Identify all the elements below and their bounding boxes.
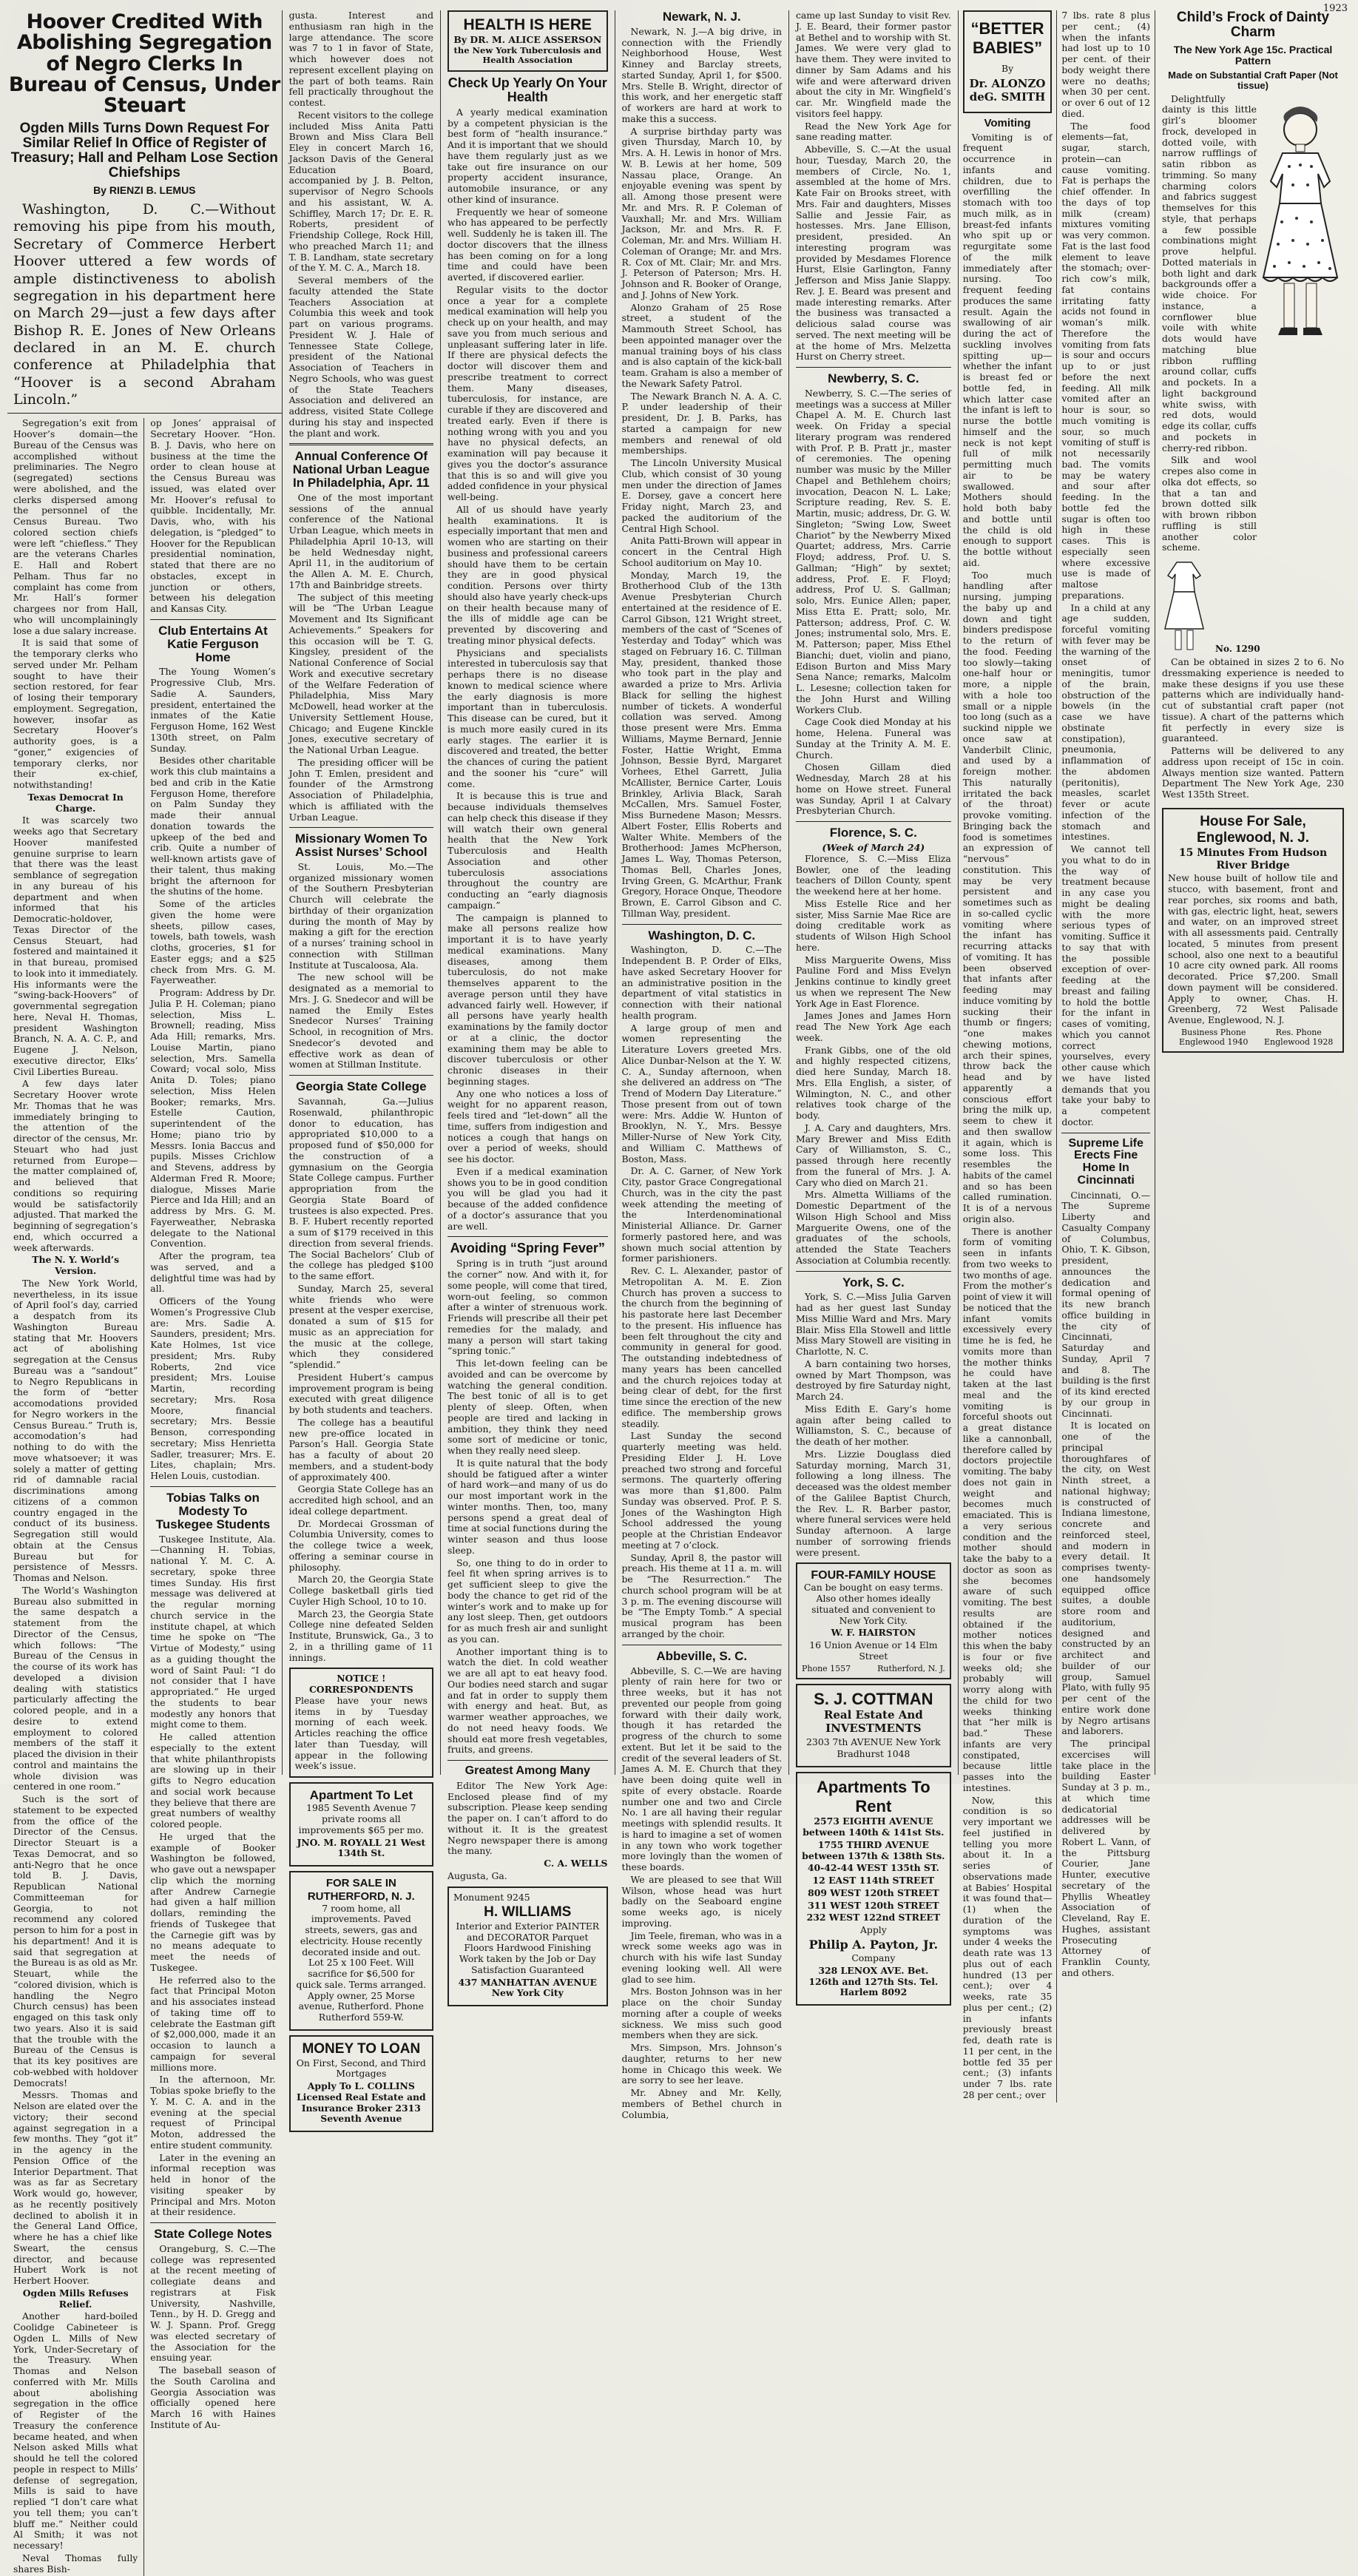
article-paragraph: St. Louis, Mo.—The organized missionary women of the Southern Presbyterian Church will celebrate the birthday of their organization during the month of May by making a gift for the erection of a nurses’ training school in connection with Stillman Institute at Tuscaloosa, Ala. (288, 860, 434, 971)
article-paragraph: Miss Marguerite Owens, Miss Pauline Ford and Miss Evelyn Jenkins continue to kindly greet us when we represent The New York Age in East Florence. (795, 954, 951, 1009)
ad-list-item: 12 EAST 114th STREET (812, 1875, 935, 1887)
article-paragraph: Later in the evening an informal reception was held in honor of the visiting speaker by Principal and Mrs. Moton at their residence. (150, 2151, 276, 2218)
dress-illustration-icon (1249, 100, 1352, 366)
article-headline: State College Notes (154, 2227, 272, 2241)
article-paragraph: Savannah, Ga.—Julius Rosenwald, philanthropic donor to education, has appropriated $10,000 to a proposed fund of $50,000 for the construction of a gymnasium on the Georgia State College campus. Further appropriation from the Georgia State Board of trustees is also expected. Pres. B. F. Hubert recently reported a sum of $179 received in this direction from several friends. The Social Bachelors’ Club of the college has pledged $100 to the same effort. (288, 1096, 434, 1282)
article-headline: Avoiding “Spring Fever” (450, 1241, 605, 1256)
article-paragraph: Officers of the Young Women’s Progressive Club are: Mrs. Sadie A. Saunders, president; Mrs. Kate Holmes, 1st vice president; Mrs. Ruby Roberts, 2nd vice president; Mrs. Louise Martin, recording secretary; Mrs. Rosa Moore, financial secretary; Mrs. Bessie Benson, corresponding secretary; Miss Henrietta Sadler, treasurer; Mrs. E. Lites, chaplain; Mrs. Helen Louis, custodian. (150, 1295, 276, 1482)
article-paragraph: The college has a beautiful new pre-office located in Parson’s Hall. Georgia State has a faculty of about 20 members, and a student-body of approximately 400. (288, 1416, 434, 1483)
article-paragraph: In a child at any age sudden, forceful vomiting with fever may be the warning of the onset of meningitis, tumor of the brain, obstruction of the bowels (in the case we have obstinate constipation), pneumonia, inflammation of the abdomen (peritonitis), measles, scarlet fever or acute infection of the stomach and intestines. (1061, 601, 1151, 843)
letter-signature: C. A. WELLS (544, 1858, 608, 1869)
ad-address: 2303 7th AVENUE New York (806, 1736, 941, 1747)
pattern-subhead: The New York Age 15c. Practical Pattern (1173, 43, 1333, 67)
article-paragraph: gusta. Interest and enthusiasm ran high in the large attendance. The score was 7 to 1 in favor of State, which however does not represent excellent playing on the part of both teams. Rain fell practically throughout the contest. (288, 10, 434, 108)
article-paragraph: A barn containing two horses, owned by Mart Thompson, was destroyed by fire Saturday night, March 24. (795, 1358, 951, 1403)
column-6-better-babies (959, 10, 1155, 2100)
correspondents-notice (289, 1668, 433, 1778)
article-paragraph: After the program, tea was served, and a delightful time was had by all. (150, 1250, 276, 1295)
ad-apply: Apply (859, 1924, 887, 1936)
article-paragraph: Another hard-boiled Coolidge Cabineteer is Ogden L. Mills of New York, Under-Secretary of the Treasury. When Thomas and Nelson conferred with Mr. Mills about abolishing segregation in the office of Register of the Treasury the conference became heated, and when Nelson asked Mills what should he tell the colored people in respect to Mills’ defense of segregation, Mills is said to have replied “I don’t care what you tell them; you can’t bluff me.” Neither could Al Smith; it was not necessary! (13, 2310, 138, 2552)
article-paragraph: came up last Sunday to visit Rev. J. E. Beard, their former pastor at Bethel and to worship with St. James. We were very glad to have them. They were invited to dinner by Sam Adams and his wife and were afterward driven about the city in Mr. Wingfield’s car. Mr. Wingfield made the visitors feel happy. (795, 10, 951, 119)
ad-address: 16 Union Avenue or 14 Elm Street (809, 1639, 938, 1662)
ad-list-item: 1755 THIRD AVENUE between 137th & 138th Sts. (802, 1838, 945, 1861)
article-paragraph: The new school will be designated as a memorial to Mrs. J. G. Snedecor and will be named the Emily Estes Snedecor Nurses’ Training School, in recognition of Mrs. Snedecor’s devoted and effective work as dean of women at Stillman Institute. (288, 971, 434, 1070)
health-feature-box (447, 10, 607, 72)
article-paragraph: Abbeville, S. C.—We are having plenty of rain here for two or three weeks, but it has not prevented our people from going forward with their daily work, though it has retarded the progress of the church to some extent. But let it be said to the credit of the several leaders of St. James A. M. E. Church that they have been doing quite well in spite of every obstacle. Roarde number one and two and Circle No. 1 are all having their regular meetings with splendid results. It is hard to imagine a set of women in any town who work together more lovingly than the women of these boards. (621, 1665, 782, 1873)
article-paragraph: This let-down feeling can be avoided and can be overcome by watching the general condition. The best tonic of all is to get plenty of sleep. Often, when people are tired and lacking in ambition, they think they need some sort of medicine or tonic, when they really need sleep. (447, 1358, 608, 1456)
article-paragraph: Physicians and specialists interested in tuberculosis say that perhaps there is no disease known to medical science where the early diagnosis is more important than in tuberculosis. This disease can be cured, but it is much more easily cured in its early stages. The earlier it is discovered and treated, the better the chances of curing the patient and the sooner his “cure” will come. (447, 647, 608, 789)
article-paragraph: The subject of this meeting will be “The Urban League Movement and Its Significant Achievements.” Speakers for this occasion will be T. G. Kingsley, president of the National Conference of Social Work and executive secretary of the Welfare Federation of Philadelphia, Miss Mary McDowell, head worker at the University Settlement House, Chicago; and Eugene Kinckle Jones, executive secretary of the National Urban League. (288, 591, 434, 756)
article-paragraph: The campaign is planned to make all persons realize how important it is to have yearly medical examinations. Many diseases, among them tuberculosis, do not make themselves apparent to the average person until they have advanced fairly well. However, if all persons have yearly health examinations by the family doctor or at a clinic, the doctor examining them may be able to discover tuberculosis or other chronic diseases in their beginning stages. (447, 911, 608, 1087)
ad-phone: Res. Phone Englewood 1928 (1264, 1027, 1334, 1047)
ad-money-to-loan (289, 2035, 433, 2132)
article-headline: Missionary Women To Assist Nurses’ School (294, 832, 428, 860)
article-paragraph: Frequently we hear of someone who has appeared to be perfectly well. Suddenly he is taken ill. The doctor discovers that the illness has been coming on for a long time and could have been averted, if discovered earlier. (447, 206, 608, 283)
article-paragraph: James Jones and James Horn read The New York Age each week. (795, 1010, 951, 1043)
ad-address: 328 LENOX AVE. Bet. 126th and 127th Sts. Tel. Harlem 8092 (808, 1964, 939, 1998)
ad-name: Philip A. Payton, Jr. (808, 1937, 939, 1952)
column-5-local-news (789, 10, 959, 1998)
article-paragraph: All of us should have yearly health examinations. It is especially important that men and women who are starting on their business and professional careers should have them to be certain they are in good physical condition. Persons over thirty should also have yearly check-ups on their health because many of the ills of middle age can be prevented by discovering and treating minor physical defects. (447, 503, 608, 646)
article-headline: Tobias Talks on Modesty To Tuskegee Students (155, 1490, 271, 1531)
health-feature-org: the New York Tuberculosis and Health Association (453, 44, 602, 66)
article-paragraph: Georgia State College has an accredited high school, and an ideal college department. (288, 1483, 434, 1517)
column-3-health (441, 10, 615, 1999)
article-paragraph: So, one thing to do in order to feel fit when spring arrives is to get sufficient sleep to give the body the chance to get rid of the winter’s work and to make up for any lost sleep. Then, get outdoors for as much fresh air and sunlight as you can. (447, 1557, 608, 1645)
article-paragraph: York, S. C.—Miss Julia Garven had as her guest last Sunday Miss Millie Ward and Mrs. Mary Blair. Miss Ella Stowell and little Miss Mary Stowell are visiting in Charlotte, N. C. (795, 1291, 951, 1358)
article-paragraph: Chosen Gillam died Wednesday, March 28 at his home on Howe street. Funeral was Sunday, April 1 at Calvary Presbyterian Church. (795, 761, 951, 817)
article-paragraph: A yearly medical examination by a competent physician is the best form of “health insurance.” And it is important that we should have them regularly just as we take out fire insurance on our property accident insurance, automobile insurance, or any other kind of insurance. (447, 106, 608, 205)
article-paragraph: Read the New York Age for sane reading matter. (795, 120, 951, 143)
article-paragraph: The World’s Washington Bureau also submitted in the same despatch a statement from the Director of the Census, which follows: “The Bureau of the Census in the course of its work has developed a division dealing with statistics particularly affecting the colored people, and in a desire to extend employment to colored members of the staff it placed the division in their control and maintains the whole division was centered in one room.” (13, 1584, 138, 1793)
article-paragraph: Besides other charitable work this club maintains a bed and crib in the Katie Ferguson Home, therefore on Palm Sunday they made their annual donation towards the upkeep of the bed and crib. Quite a number of well-known artists gave of their talent, thus making bright the afternoon for the shutins of the home. (150, 755, 276, 897)
dateline-head: Florence, S. C. (829, 826, 917, 840)
article-headline: Club Entertains At Katie Ferguson Home (158, 623, 268, 664)
article-headline: Check Up Yearly On Your Health (447, 75, 607, 104)
article-paragraph: op Jones’ appraisal of Secretary Hoover. “Hon. B. J. Davis, who here on business at the time the order to clean house at the Census Bureau was issued, was elated over Mr. Hoover’s refusal to quibble. Incidentally, Mr. Davis, who, with his delegation, is “pledged” to Hoover for the Republican presidential nomination, stated that there are no obstacles, except in junction or others, between his delegation and Kansas City. (150, 417, 276, 615)
article-paragraph: Florence, S. C.—Miss Eliza Bowler, one of the leading teachers of Dillon County, spent the weekend here at her home. (795, 852, 951, 897)
article-paragraph: Sunday, April 8, the pastor will preach. His theme at 11 a. m. will be “The Resurrection.” The church school program will be at 3 p. m. The evening discourse will be “The Empty Tomb.” A special musical program has been arranged by the choir. (621, 1551, 782, 1639)
article-paragraph: Delightfully dainty is this little girl’s bloomer frock, developed in dotted voile, with narrow rufflings of satin ribbon as trimming. So many charming colors and fabrics suggest themselves for this style, that perhaps a few possible combinations might prove helpful. Dotted materials in both light and dark backgrounds offer a wide choice. For instance, a cornflower blue voile with white dots would have matching blue ribbon ruffling around collar, cuffs and pockets. In a light background white swiss, with red dots, would edge its collar, cuffs and pockets in cherry-red ribbon. (1162, 92, 1257, 454)
ad-apartments-to-rent (796, 1772, 951, 2006)
article-paragraph: Another important thing is to watch the diet. In cold weather we are all apt to eat heavy food. Our bodies need starch and sugar and fat in order to supply them with energy and heat. But, as warmer weather approaches, we do not need heavy foods. We should eat more fresh vegetables, fruits, and greens. (447, 1645, 608, 1756)
ad-body: Interior and Exterior PAINTER and DECORATOR Parquet Floors Hardwood Finishing Work taken by the Job or Day Satisfaction Guaranteed (456, 1920, 600, 1975)
article-paragraph: Vomiting is of frequent occurrence in infants and children, due to overfilling the stomach with too much milk, as in breast-fed infants who spit up or regurgitate some of the milk immediately after nursing. Too frequent feeding produces the same result. Again the swallowing of air during the act of suckling involves spitting up—whether the infant is breast fed or bottle fed, in which latter case the infant is left to nurse the bottle himself and the neck is not kept full of milk permitting much air to be swallowed. Mothers should hold both baby and bottle until the child is old enough to support the bottle without aid. (962, 131, 1053, 568)
ad-phone: Bradhurst 1048 (837, 1748, 911, 1760)
article-paragraph: Mrs. Boston Johnson was in her place on the choir Sunday morning after a couple of weeks sickness. We miss such good members when they are sick. (621, 1986, 782, 2041)
article-paragraph: A few days later Secretary Hoover wrote Mr. Thomas that he was immediately bringing to the attention of the director of the census, Mr. Steuart who had just returned from Europe—the matter complained of, and believed that conditions so requiring would be satisfactorily adjusted. That marked the beginning of segregation’s end, which occurred a week afterwards. (13, 1078, 138, 1253)
article-paragraph: Spring is in truth “just around the corner” now. And with it, for some people, will come that tired, worn-out feeling, so common after a winter of strenuous work. Friends will prescribe all their pet remedies for the malady, and many a person will start taking “spring tonic.” (447, 1258, 608, 1357)
ad-name: W. F. HAIRSTON (831, 1627, 916, 1639)
article-paragraph: The Lincoln University Musical Club, which consist of 30 young men under the direction of James E. Dorsey, gave a concert here Friday night, March 23, and packed the auditorium of the Central High School. (621, 457, 782, 534)
ad-painter-decorator (447, 1887, 607, 2007)
lead-subhead: Ogden Mills Turns Down Request For Similar Relief In Office of Register of Treasury; Hall and Pelham Lose Section Chiefships (10, 120, 278, 181)
article-paragraph: Too much handling after nursing, jumping the baby up and down and tight binders predispose to the return of the food. Feeding too slowly—taking one-half hour or more, a nipple with a hole too small or a nipple too long (such as a suckind nipple we once saw at Vanderbilt Clinic, and used by a foreign mother. This naturally irritated the back of the throat) provoke vomiting. Bringing back the food is sometimes an expression of “nervous” constitution. This may be very persistent and sometimes such as in so-called cyclic vomiting where the infant has recurring attacks of vomiting. It has been observed that infants after feeding may induce vomiting by sucking their thumb or fingers; “one makes chewing motions, arch their spines, throw back the head and by apparently a conscious effort bring the milk up, seem to chew it and then swallow it again, which is some loss. This resembles the habits of the camel and so has been called rumination. It is of a nervous origin also. (962, 569, 1053, 1224)
article-paragraph: He urged that the example of Booker Washington be followed, who gave out a newspaper clip which the morning after Andrew Carnegie had given a half million dollars, reminding the friends of Tuskegee that the Carnegie gift was by no means adequate to meet the needs of Tuskegee. (150, 1830, 276, 1973)
notice-heading: NOTICE ! CORRESPONDENTS (308, 1673, 413, 1696)
article-paragraph: Miss Estelle Rice and her sister, Miss Sarnie Mae Rice are doing creditable work as students of Wilson High School here. (795, 897, 951, 953)
article-paragraph: Rev. C. L. Alexander, pastor of Metropolitan A. M. E. Zion Church has proven a success to the church from the beginning of his pastorate here last December to the present. His influence has been felt throughout the city and community in general for good. The outstanding indebtedness of many years has been cancelled and the church rejoices today at being clear of debt, for the first time since the erection of the new edifice. The membership grows steadily. (621, 1265, 782, 1429)
article-paragraph: Orangeburg, S. C.—The college was represented at the recent meeting of collegiate deans and registrars at Fisk University, Nashville, Tenn., by H. D. Gregg and W. J. Spann. Prof. Gregg was elected secretary of the Association for the ensuing year. (150, 2242, 276, 2364)
ad-heading: MONEY TO LOAN (302, 2040, 421, 2057)
pattern-headline: Child’s Frock of Dainty Charm (1176, 10, 1330, 40)
column-7-pattern (1155, 10, 1351, 1775)
pattern-sizes: Can be obtained in sizes 2 to 6. No dressmaking experience is needed to make these designs if you use these patterns which are individually hand-cut of substantial craft paper (not tissue). A chart of the patterns which fit perfectly in every size is guaranteed. (1162, 656, 1344, 744)
article-paragraph: He referred also to the fact that Principal Moton and his associates instead of taking time off to celebrate the Eastman gift of $2,000,000, made it an occasion to launch a campaign for several millions more. (150, 1974, 276, 2073)
article-paragraph: Miss Edith E. Gary’s home again after being called to Williamston, S. C., because of the death of her mother. (795, 1403, 951, 1448)
article-paragraph: It was scarcely two weeks ago that Secretary Hoover manifested genuine surprise to learn that there was the least semblance of segregation in any bureau of his department and when informed that his Democratic-holdover, Texas Director of the Census Steuart, had fostered and maintained it in that bureau, promised to look into it immediately. His informants were the “swing-back-Hoovers” of governmental segregation here, Neval H. Thomas, president Washington Branch, N. A. A. C. P., and Eugene J. Nelson, executive director, Elks’ Civil Liberties Bureau. (13, 815, 138, 1077)
letter-place: Augusta, Ga. (447, 1869, 507, 1881)
ad-list-item: 232 WEST 122nd STREET (806, 1912, 941, 1923)
pattern-number: No. 1290 (1215, 643, 1260, 654)
article-paragraph: 7 lbs. rate 8 plus per cent.; (4) when the infants had lost up to 10 per cent. of their body weight there were no deaths; when 30 per cent. or over 6 out of 12 died. (1061, 10, 1151, 119)
ad-phone: Monument 9245 (453, 1891, 530, 1903)
column-lead-story (7, 10, 282, 2575)
article-paragraph: A large group of men and women representing the Literature Lovers greeted Mrs. Alice Dunbar-Nelson at the Y. W. C. A., Sunday afternoon, when she delivered an address on “The Trend of Modern Day Literature.” Those present from out of town were: Mrs. Addie W. Hunton of Brooklyn, N. Y., Mrs. Bessye Miller-Nurse of New York City, and William C. Matthews of Boston, Mass. (621, 1022, 782, 1164)
ad-contact: JNO. M. ROYALL 21 West 134th St. (297, 1836, 426, 1859)
article-headline: Annual Conference Of National Urban League In Philadelphia, Apr. 11 (292, 449, 430, 490)
article-headline: Georgia State College (295, 1079, 427, 1094)
ad-list-item: 809 WEST 120th STREET (808, 1887, 939, 1898)
ad-contact: Apply To L. COLLINS Licensed Real Estate and Insurance Broker 2313 Seventh Avenue (296, 2080, 426, 2125)
article-paragraph: The Young Women’s Progressive Club, Mrs. Sadie A. Saunders, president, entertained the inmates of the Katie Ferguson Home, 162 West 130th street, on Palm Sunday. (150, 666, 276, 754)
section-subhead: The N. Y. World’s Version. (32, 1254, 120, 1277)
article-paragraph: Even if a medical examination shows you to be in good condition you will be glad you had it because of the added confidence of a doctor’s assurance that you are well. (447, 1165, 608, 1232)
pattern-back-view-icon (1162, 558, 1206, 654)
better-babies-header (963, 10, 1053, 113)
article-paragraph: The Newark Branch N. A. A. C. P. under leadership of their president, Dr. J. B. Parks, has started a campaign for new members and renewal of old memberships. (621, 390, 782, 456)
lead-byline: By RIENZI B. LEMUS (93, 184, 196, 197)
ad-list-item: 311 WEST 120th STREET (808, 1899, 939, 1911)
ad-body: 7 room home, all improvements. Paved streets, sewers, gas and electricity. House recently decorated inside and out. Lot 25 x 100 Feet. Will sacrifice for $6,500 for quick sale. Terms arranged. Apply owner, 25 Morse avenue, Rutherford. Phone Rutherford 559-W. (296, 1902, 427, 2023)
pattern-subhead-2: Made on Substantial Craft Paper (Not tissue) (1168, 70, 1338, 91)
section-subhead: Ogden Mills Refuses Relief. (22, 2287, 129, 2310)
article-paragraph: The presiding officer will be John T. Emlen, president and founder of the Armstrong Association of Philadelphia, which is affiliated with the Urban League. (288, 756, 434, 823)
ad-address: 437 MANHATTAN AVENUE New York City (458, 1976, 597, 1999)
pattern-delivery: Patterns will be delivered to any address upon receipt of 15c in coin. Always mention size wanted. Pattern Department The New York Age, 230 West 135th Street. (1162, 745, 1344, 800)
article-paragraph: Neval Thomas fully shares Bish- (13, 2552, 138, 2575)
dateline-head: Newberry, S. C. (828, 371, 919, 385)
feature-author: Dr. ALONZO deG. SMITH (969, 77, 1046, 104)
article-paragraph: Washington, D. C.—The Independent B. P. Order of Elks, have asked Secretary Hoover for an administrative position in the department of vital statistics in connection with their national health program. (621, 944, 782, 1021)
article-paragraph: Program: Address by Dr. Julia P. H. Coleman; piano selection, Miss L. Brownell; reading, Miss Ada Hill; remarks, Mrs. Louise Martin, piano selection, Mrs. Samella Coward; vocal solo, Miss Anita D. Toles; piano selection, Miss Helen Booker; remarks, Mrs. Estelle Caution, superintendent of the Home; piano trio by Messrs. Ionia Baccus and pupils. Misses Crichlow and Stevens, address by Alderman Fred R. Moore; dialogue, Misses Marie Pierce and Ida Hill; and an address by Mrs. G. M. Fayerweather, Nebraska delegate to the National Convention. (150, 987, 276, 1250)
ad-heading: House For Sale, Englewood, N. J. (1197, 813, 1310, 846)
notice-body: Please have your news items in by Tuesday morning of each week. Articles reaching the office later than Tuesday, will appear in the following week’s issue. (294, 1694, 428, 1772)
ad-list-item: 2573 EIGHTH AVENUE between 140th & 141st Sts. (803, 1815, 945, 1838)
article-paragraph: Recent visitors to the college included Miss Anita Patti Brown and Miss Clara Bell Eley in concert March 16, Jackson Davis of the General Education Board, accompanied by J. B. Pelton, supervisor of Negro Schools and his assistant, W. A. Schiffley, March 17; Dr. E. R. Roberts, president of Friendship College, Rock Hill, who preached March 11; and T. B. Landham, state secretary of the Y. M. C. A., March 18. (288, 109, 434, 274)
feature-title: “BETTER BABIES” (970, 19, 1044, 58)
column-4-local-news (615, 10, 789, 2120)
article-paragraph: Sunday, March 25, several white friends who were present at the vesper exercise, donated a sum of $15 for music as an appreciation for the music at the college, which they considered “splendid.” (288, 1282, 434, 1371)
article-paragraph: March 23, the Georgia State College nine defeated Selden Institute, Brunswick, Ga., 3 to 2, in a thrilling game of 11 innings. (288, 1608, 434, 1663)
ad-heading: FOUR-FAMILY HOUSE (811, 1569, 936, 1582)
article-paragraph: Messrs. Thomas and Nelson are elated over the victory; their second against segregation in a few months. They “got it” in the agency in the Pension Office of the Interior Department. That was as far as Secretary Work would go, however, as he recently positively declined to abolish it in the General Land Office, where he has a chief like Sweart, the census director, and because Hubert Work is not Herbert Hoover. (13, 2089, 138, 2287)
article-paragraph: There is another form of vomiting seen in infants from two weeks to two months of age. From the mother’s point of view it will be noticed that the infant vomits excessively every time he is fed, he vomits more than the mother thinks he could have taken at the last meal and the vomiting is forceful shoots out a great distance like a cannonball, therefore called by doctors projectile vomiting. The baby does not gain in weight and becomes much emaciated. This is a very serious condition and the mother should take the baby to a doctor as soon as she becomes aware of such vomiting. The best results are obtained if the mother notices this when the baby is four or five weeks old; she probably will worry along with the child for two weeks thinking that “her milk is bad.” These infants are very constipated, because little passes into the intestines. (962, 1225, 1053, 1793)
article-paragraph: Mrs. Almetta Williams of the Domestic Department of the Wilson High School and Miss Marguerite Owens, one of the graduates of the schools, attended the State Teachers Association at Columbia recently. (795, 1189, 951, 1266)
dateline-kicker: (Week of March 24) (822, 841, 925, 853)
article-paragraph: One of the most important sessions of the annual conference of the National Urban League, which meets in Philadelphia April 10-13, will be held Wednesday night, April 11, in the auditorium of the Allen A. M. E. Church, 17th and Bainbridge streets. (288, 491, 434, 590)
article-paragraph: Cage Cook died Monday at his home, Helena. Funeral was Sunday at the Trinity A. M. E. Church. (795, 716, 951, 761)
health-feature-byline: By DR. M. ALICE ASSERSON (453, 33, 602, 45)
ad-body: Can be bought on easy terms. Also other homes ideally situated and convenient to New York City. (803, 1582, 943, 1626)
ad-cottman-real-estate (796, 1684, 951, 1767)
ad-subheading: 15 Minutes From Hudson River Bridge (1178, 847, 1328, 871)
dateline-head: York, S. C. (842, 1275, 905, 1289)
article-paragraph: President Hubert’s campus improvement program is being executed with great diligence by both students and teachers. (288, 1371, 434, 1416)
lead-headline: Hoover Credited With Abolishing Segregation of Negro Clerks In Bureau of Census, Under Steuart (8, 10, 280, 118)
article-paragraph: Cincinnati, O.—The Supreme Liberty and Casualty Company of Columbus, Ohio, T. K. Gibson, president, announces the dedication and formal opening of its new branch office building in the city of Cincinnati, Saturday and Sunday, April 7 and 8. The building is the first of its kind erected by our group in Cincinnati. (1061, 1189, 1151, 1419)
article-paragraph: Several members of the faculty attended the State Teachers Association at Columbia this week and took part on various programs. President W. J. Hale of Tennessee State College, president of the National Association of Teachers in Negro Schools, who was guest of the State Teachers Association and delivered an address, visited State College during his stay and inspected the plant and work. (288, 274, 434, 439)
article-paragraph: Dr. A. C. Garner, of New York City, pastor Grace Congregational Church, was in the city the past week attending the meeting of the Interdenominational Ministerial Alliance. Dr. Garner formerly pastored here, and was shown much social attention by former parishioners. (621, 1165, 782, 1264)
article-paragraph: It is said that some of the temporary clerks who served under Mr. Pelham sought to have their section restored, for fear of losing their temporary employment. Segregation, however, insofar as Secretary Hoover’s authority goes, is a “goner,” exigencies of temporary clerks, nor their ex-chief, notwithstanding! (13, 637, 138, 791)
ad-list-item: 40-42-44 WEST 135th ST. (807, 1862, 939, 1874)
article-paragraph: J. A. Cary and daughters, Mrs. Mary Brewer and Miss Edith Cary of Williamston, S. C., passed through here recently from the funeral of Mrs. J. A. Cary who died on March 21. (795, 1122, 951, 1188)
article-paragraph: It is because this is true and because individuals themselves can help check this disease if they will watch their own general health that the New York Tuberculosis and Health Association and other tuberculosis associations throughout the country are conducting an “early diagnosis campaign.” (447, 790, 608, 911)
ad-body: New house built of hollow tile and stucco, with basement, front and rear porches, six rooms and bath, with gas, electric light, heat, sewers and water, on an improved street with all assessments paid. Centrally located, 5 minutes from present school, also one next to a beautiful 10 acre city owned park. All rooms decorated. Price $7,200. Small down payment will be considered. Apply to owner, Chas. H. Greenberg, 72 West Palisade Avenue, Englewood, N. J. (1168, 872, 1338, 1026)
article-paragraph: The principal excercises will take place in the building Easter Sunday at 3 p. m., at which time dedicatorial addresses will be delivered by Robert L. Vann, of the Pittsburg Courier, Jane Hunter, executive secretary of the Phyllis Wheatley Association of Cleveland, Ray E. Hughes, assistant Prosecuting Attorney of Franklin County, and others. (1061, 1738, 1151, 1978)
ad-heading: Apartment To Let (309, 1788, 413, 1803)
article-paragraph: Frank Gibbs, one of the old and highly respected citizens, died here Sunday, March 18. Mrs. Ella English, a sister, of Wilmington, N. C., and other relatives took charge of the body. (795, 1044, 951, 1122)
ad-for-sale-rutherford (289, 1871, 433, 2031)
article-paragraph: He called attention especially to the extent that white philanthropists are slowing up in their gifts to Negro education and social work because they believe that there are great numbers of wealthy colored people. (150, 1731, 276, 1830)
article-headline: Supreme Life Erects Fine Home In Cincinnati (1068, 1136, 1144, 1187)
ad-heading: FOR SALE IN RUTHERFORD, N. J. (307, 1877, 415, 1903)
ad-phone: Business Phone Englewood 1940 (1179, 1027, 1249, 1047)
article-paragraph: Mrs. Lizzie Douglass died Saturday morning, March 31, following a long illness. The deceased was the oldest member of the Galilee Baptist Church, the Rev. L. R. Barber pastor, where funeral services were held Sunday afternoon. A large number of sorrowing friends were present. (795, 1448, 951, 1558)
ad-apartment-to-let (289, 1782, 433, 1867)
article-paragraph: Some of the articles given the home were sheets, pillow cases, towels, bath towels, wash cloths, groceries, $1 for Easter eggs; and a $25 check from Mrs. G. M. Fayerweather. (150, 898, 276, 986)
section-subhead: Texas Democrat In Charge. (27, 791, 124, 814)
article-paragraph: Alonzo Graham of 25 Rose street, a student of the Mammouth Street School, has been appointed manager over the manual training boys of his class and is also captain of the kick-ball team. Graham is also a member of the Newark Safety Patrol. (621, 301, 782, 389)
article-paragraph: Regular visits to the doctor once a year for a complete medical examination will help you check up on your health, and may save you from much serious and unpleasant suffering later in life. If there are physical defects the doctor will discover them and prescribe treatment to correct them. Many diseases, tuberculosis, for instance, are curable if they are discovered and treated early. Even if there is nothing wrong with you and you have no physical defects, an examination will pay because it gives you the doctor’s assurance that this is so and will give you added confidence in your physical well-being. (447, 283, 608, 503)
article-paragraph: It is located on one of the principal thoroughfares of the city, on West Ninth street, a national highway; is constructed of Indiana limestone, concrete and reinforced steel, and modern in every detail. It comprises twenty-one handsomely equipped office suites, a double store room and auditorium, designed and constructed by an architect and builder of our group, Samuel Plato, with fully 95 per cent of the entire work done by Negro artisans and laborers. (1061, 1420, 1151, 1737)
article-paragraph: Now, this condition is so very important we feel justified in telling you more about it. In a series of observations made at Babies’ Hospital it was found that—(1) when the duration of the symptoms was under 4 weeks the death rate was 13 plus out of each hundred (13 per cent.); over 4 weeks, rate 35 plus per cent.; (2) in infants previously breast fed, death rate is 11 per cent, in the bottle fed 35 per cent.; (3) infants under 7 lbs. rate 28 per cent.; over (962, 1794, 1053, 2100)
column-2 (282, 10, 441, 2125)
article-paragraph: The New York World, nevertheless, in its issue of April fool’s day, carried a despatch from its Washington Bureau stating that Mr. Hoovers act of abolishing segregation at the Census Bureau was a “sandout” to Negro Republicans in the form of “better accomodations provided for Negro workers in the Census Bureau.” Truth is, accomodation’s had nothing to do with the move whatsoever; it was solely a matter of getting rid of damnable racial discriminations among citizens of a common country engaged in the conduct of its business. Segregation still would obtain at the Census Bureau but for persistence of Messrs. Thomas and Nelson. (13, 1277, 138, 1584)
article-paragraph: Abbeville, S. C.—At the usual hour, Tuesday, March 20, the members of Circle, No. 1, assembled at the home of Mrs. Kate Fair on Brooks street, with Mrs. Fair and daughters, Misses Sallie and Jessie Fair, as hostesses. Mrs. Jane Ellison, president, presided. An interesting program was provided by Mesdames Florence Hurst, Elsie Garlington, Fanny Jefferson and Miss Janie Slappy. Rev. J. E. Beard was present and made interesting remarks. After the business was transacted a delicious salad course was served. The next meeting will be at the home of Mrs. Melzetta Hurst on Cherry street. (795, 144, 951, 363)
article-paragraph: The food elements—fat, sugar, starch, protein—can cause vomiting. Fat is perhaps the chief offender. In the days of top milk (cream) mixtures vomiting was very common. Fat is the last food element to leave the stomach; over-rich cow’s milk, fat contains irritating fatty acids not found in woman’s milk. Therefore the vomiting from fats is sour and occurs up to or just before the next feeding. All milk vomited after an hour is sour, so much vomiting is sour, so much vomiting of stuff is not necessarily bad. The vomits may be watery and sour after feeding. In the bottle fed the sugar is often too high in these cases. This is especially seen where excessive use is made of maltose preparations. (1061, 120, 1151, 601)
article-paragraph: Mrs. Simpson, Mrs. Johnson’s daughter, returns to her new home in Chicago this week. We are sorry to see her leave. (621, 2042, 782, 2086)
article-paragraph: Segregation’s exit from Hoover’s domain—the Bureau of the Census was accomplished without preliminaries. The Negro (segregated) sections were abolished, and the clerks dispersed among the personnel of the Census Bureau. Two colored section chiefs were left “chiefless.” They are the veterans Charles E. Hall and Robert Pelham. Thus far no complaint has come from Mr. Hall’s former chargees nor from Hall, who will uncomplainingly lose a due salary increase. (13, 417, 138, 636)
article-paragraph: In the afternoon, Mr. Tobias spoke briefly to the Y. M. C. A. and in the evening at the special request of Principal Moton, addressed the entire student community. (150, 2074, 276, 2151)
lead-right-subcolumn (144, 418, 281, 2576)
article-paragraph: Silk and wool crepes also come in olka dot effects, so that a tan and brown dotted silk with brown ribbon ruffling is still another color scheme. (1162, 454, 1257, 553)
article-paragraph: Any one who notices a loss of weight for no apparent reason, feels tired and “let-down” all the time, suffers from indigestion and notices a cough that hangs on over a period of weeks, should see his doctor. (447, 1088, 608, 1165)
ad-body: On First, Second, and Third Mortgages (296, 2057, 426, 2080)
article-paragraph: We cannot tell you what to do in the way of treatment because in any case you might be dealing with the more serious types of vomiting. Suffice it to say that with the possible exception of over-feeding at the breast and failing to hold the bottle for the infant in cases of vomiting, which you cannot correct yourselves, every other cause which we have listed demands that you take your baby to a competent doctor. (1061, 843, 1151, 1127)
ad-company: Company (851, 1952, 896, 1963)
article-paragraph: A surprise birthday party was given Thursday, March 10, by Mrs. A. H. Lewis in honor of Mrs. W. B. Lewis at her home, 509 Nassau place, Orange. An enjoyable evening was spent by all. Among those present were Mr. and Mrs. R. P. Coleman of Vauxhall; Mr. and Mrs. William Jackson, Mr. and Mrs. R. F. Coleman, Mr. and Mrs. William H. Coleman of Orange; Mr. and Mrs. R. Cox of Mt. Clair; Mr. and Mrs. J. Peterson of Paterson; Mrs. H. Johnson and R. Booker of Orange, and J. Johns of New York. (621, 125, 782, 300)
article-paragraph: Monday, March 19, the Brotherhood Club of the 13th Avenue Presbyterian Church entertained at the residence of E. Carrol Gibson, 121 Wright street, members of the cast of “Scenes of Yesterday and Today” which was staged on February 16. C. Tillman May, president, thanked those who took part in the play and awarded a prize to Mrs. Arlivia Black for selling the highest number of tickets. A wonderful collation was served. Among those present were Mrs. Emma Williams, Mayme Bernard, Jennie Foster, Hattie Wright, Emma Johnson, Bessie Byrd, Margaret Vorhees, Ethel Garrett, Julia McAllister, Bernice Carter, Louis Brinkley, Arlivia Black, Sarah McCallen, Mrs. Samuel Foster, Miss Burnedene Mason; Messrs. Albert Foster, Ellis Roberts and Walter White. Members of the Brotherhood: James McPherson, James L. Way, Thomas Peterson, Thomas Bell, Charles Jones, Irving Green, G. McArthur, Frank Gregory, Horace Onque, Theodore Brown, E. Carrol Gibson and C. Tillman Way, president. (621, 569, 782, 919)
ad-city: Rutherford, N. J. (877, 1663, 945, 1673)
page-number: 1923 (1322, 3, 1348, 14)
ad-phone: Phone 1557 (801, 1663, 851, 1673)
letter-paragraph: Editor The New York Age: Enclosed please find of my subscription. Please keep sending the paper on. I can’t afford to do without it. It is the greatest Negro newspaper there is among the many. (447, 1779, 608, 1857)
lead-left-subcolumn (7, 418, 144, 2576)
article-paragraph: Such is the sort of statement to be expected from the office of the Director of the Census. Director Steuart is a Texas Democrat, and so anti-Negro that he once told B. J. Davis, Republican National Committeeman for Georgia, to not recommend any colored person to him for a post in his department! And it is said that segregation at the Bureau is as old as Mr. Steuart, while the “colored division, which is handling the Negro Church census) has been engaged on this task only two years. Also it is said that the trouble with the Bureau of the Census is that its key positives are cob-webbed with holdover Democrats! (13, 1793, 138, 2088)
article-paragraph: We are pleased to see that Will Wilson, whose head was hurt badly on the Seaboard engine some weeks ago, is nicely improving. (621, 1873, 782, 1929)
ad-house-for-sale-englewood (1162, 808, 1344, 1053)
article-paragraph: Jim Teele, fireman, who was in a wreck some weeks ago was in church with his wife last Sunday evening looking well. All were glad to see him. (621, 1929, 782, 1985)
feature-by: By (1001, 63, 1014, 75)
article-paragraph: Newberry, S. C.—The series of meetings was a success at Miller Chapel A. M. E. Church last week. On Friday a special literary program was rendered with Prof. P. B. Pratt jr., master of ceremonies. The opening number was music by the Miller Chapel and Bethlehem choirs; invocation, Deacon N. L. Lake; Scripture reading, Rev. S. E. Martin, music; address, Dr. G. W. Singleton; “Swing Low, Sweet Chariot” by the Newberry Mixed Quartet; address, Mrs. Carrie Floyd; address, Prof. U. S. Gallman; “High” by sextet; address, Prof. E. F. Floyd; address, Prof U. S. Gallman; solo, Mrs. Eunice Allen; paper, Miss Etta E. Pratt; solo, Mr. Patterson; address, Prof. C. W. Jones; instrumental solo, Mrs. E. M. Patterson; paper, Miss Ethel Bianchi; duet, violin and piano, Edison Burton and Miss Mary Sena Nance; remarks, Malcolm L. Lesesne; collection taken for the John Hurst and Willing Workers Club. (795, 387, 951, 715)
dateline-head: Abbeville, S. C. (656, 1648, 748, 1663)
article-paragraph: Newark, N. J.—A big drive, in connection with the Friendly Neighborhood House, West Kinney and Barclay streets, started Sunday, April 1, for $500. Mrs. Stelle B. Wright, director of this work, and her energetic staff of workers are hard at work to make this a success. (621, 25, 782, 124)
ad-heading: Apartments To Rent (817, 1778, 930, 1816)
dateline-head: Washington, D. C. (648, 928, 756, 943)
ad-body: 1985 Seventh Avenue 7 private rooms all improvements $65 per mo. (298, 1802, 424, 1835)
dateline-head: Newark, N. J. (662, 10, 741, 24)
ad-four-family-house (796, 1562, 951, 1679)
ad-heading: S. J. COTTMAN (814, 1689, 933, 1708)
article-paragraph: Last Sunday the second quarterly meeting was held. Presiding Elder J. H. Love preached two strong and forceful sermons. The quarterly offering was more than $1,800. Palm Sunday was observed. Prof. P. S. Jones of the Washington High School addressed the young people at the Christian Endeavor meeting at 7 o’clock. (621, 1430, 782, 1551)
article-headline: Vomiting (984, 116, 1031, 129)
article-paragraph: It is quite natural that the body should be fatigued after a winter of hard work—and many of us do our most important work in the winter months. Then, too, many persons spend a great deal of time at social functions during the winter season and thus loose sleep. (447, 1457, 608, 1556)
article-paragraph: Anita Patti-Brown will appear in concert in the Central High School auditorium on May 10. (621, 535, 782, 568)
article-paragraph: Dr. Mordecai Grossman of Columbia University, comes to the college twice a week, offering a seminar course in philosophy. (288, 1517, 434, 1573)
article-paragraph: Tuskegee Institute, Ala.—Channing H. Tobias, national Y. M. C. A. secretary, spoke three times Sunday. His first message was delivered at the regular morning church service in the institute chapel, at which time he spoke on “The Virtue of Modesty,” using as a guiding thought the word of Saint Paul: “I do not consider that I have appropriated.” He urged the students to bear modestly any honors that might come to them. (150, 1533, 276, 1730)
ad-heading: H. WILLIAMS (484, 1904, 572, 1921)
lead-paragraph: Washington, D. C.—Without removing his pipe from his mouth, Secretary of Commerce Herbert Hoover uttered a few words of ample distinctiveness to abolish segregation in his department here on March 29—just a few days after Bishop R. E. Jones of New Orleans declared in an M. E. church conference at Philadelphia that “Hoover is a second Abraham Lincoln.” (13, 201, 276, 408)
article-paragraph: March 20, the Georgia State College basketball girls tied Cuyler High School, 10 to 10. (288, 1574, 434, 1607)
article-paragraph: The baseball season of the South Carolina and Georgia Association was officially opened here March 16 with Haines Institute of Au- (150, 2364, 276, 2430)
article-headline: Greatest Among Many (465, 1764, 590, 1777)
ad-subheading: Real Estate And INVESTMENTS (823, 1707, 923, 1735)
article-paragraph: Mr. Abney and Mr. Kelly, members of Bethel church in Columbia, (621, 2087, 782, 2120)
health-feature-title: HEALTH IS HERE (463, 16, 592, 33)
